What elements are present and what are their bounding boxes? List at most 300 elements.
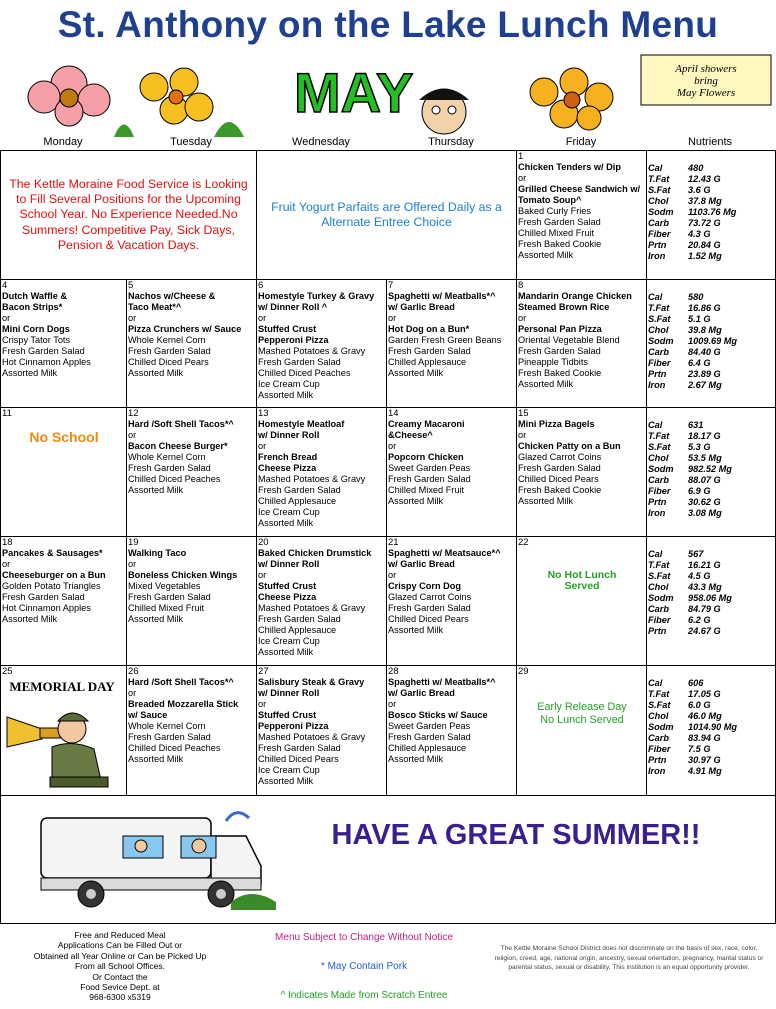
side-item: Assorted Milk — [2, 368, 58, 378]
day-cell: 29 Early Release Day No Lunch Served — [517, 666, 647, 796]
side-item: Assorted Milk — [258, 390, 314, 400]
day-cell — [257, 408, 387, 537]
nutrient-value: 39.8 Mg — [688, 325, 722, 335]
nutrient-value: 30.62 G — [688, 497, 721, 507]
nutrient-value: 37.8 Mg — [688, 196, 722, 206]
side-item: Chilled Diced Pears — [388, 614, 469, 624]
side-item: Chilled Mixed Fruit — [128, 603, 205, 613]
entree-item: Salisbury Steak & Gravy — [258, 677, 365, 687]
nutrient-value: 18.17 G — [688, 431, 721, 441]
or-separator: or — [128, 313, 137, 323]
week-row — [1, 280, 776, 408]
nutrient-value: 43.3 Mg — [688, 582, 722, 592]
day-cell — [517, 280, 647, 408]
entree-item: Cheese Pizza — [258, 463, 317, 473]
or-separator: or — [518, 313, 527, 323]
nutrient-value: 20.84 G — [688, 240, 721, 250]
nutrient-row — [648, 358, 775, 369]
nutrient-label: Sodm — [648, 464, 674, 474]
side-item: Assorted Milk — [388, 368, 444, 378]
nutrient-value: 53.5 Mg — [688, 453, 722, 463]
menu-calendar — [0, 150, 776, 924]
side-item: Assorted Milk — [388, 754, 444, 764]
nutrient-label: S.Fat — [648, 571, 671, 581]
entree-item: Mandarin Orange Chicken — [518, 291, 632, 301]
entree-item: Pepperoni Pizza — [258, 335, 329, 345]
nutrient-row — [648, 314, 775, 325]
nutrient-value: 1103.76 Mg — [688, 207, 737, 217]
nutrient-label: Chol — [648, 453, 669, 463]
day-cell — [1, 280, 127, 408]
nutrient-value: 567 — [688, 549, 704, 559]
nutrient-row — [648, 582, 775, 593]
entree-item: Mini Corn Dogs — [2, 324, 70, 334]
day-number: 7 — [388, 280, 394, 291]
side-item: Fresh Garden Salad — [258, 743, 341, 753]
nutrients-cell — [647, 151, 776, 280]
day-cell — [257, 666, 387, 796]
side-item: Assorted Milk — [518, 496, 574, 506]
entree-item: Personal Pan Pizza — [518, 324, 602, 334]
day-number: 28 — [388, 666, 399, 677]
nutrient-value: 2.67 Mg — [688, 380, 722, 390]
day-number: 13 — [258, 408, 269, 419]
entree-item: Creamy Macaroni — [388, 419, 465, 429]
side-item: Fresh Garden Salad — [128, 346, 211, 356]
side-item: Ice Cream Cup — [258, 379, 320, 389]
day-cell — [257, 537, 387, 666]
nutrient-value: 24.67 G — [688, 626, 721, 636]
nutrient-row — [648, 229, 775, 240]
side-item: Mashed Potatoes & Gravy — [258, 346, 366, 356]
side-item: Assorted Milk — [128, 485, 184, 495]
nutrient-row — [648, 453, 775, 464]
nutrient-label: S.Fat — [648, 700, 671, 710]
or-separator: or — [258, 699, 267, 709]
entree-item: &Cheese^ — [388, 430, 433, 440]
nutrient-row — [648, 549, 775, 560]
nutrient-label: Prtn — [648, 497, 667, 507]
nutrient-label: Iron — [648, 380, 666, 390]
nutrient-value: 5.1 G — [688, 314, 711, 324]
side-item: Chilled Mixed Fruit — [518, 228, 595, 238]
side-item: Hot Cinnamon Apples — [2, 357, 91, 367]
nutrient-row — [648, 240, 775, 251]
nutrient-label: Fiber — [648, 229, 671, 239]
side-item: Chilled Diced Peaches — [258, 368, 351, 378]
nutrient-row — [648, 744, 775, 755]
entree-item: Spaghetti w/ Meatballs*^ — [388, 677, 496, 687]
day-cell — [387, 666, 517, 796]
nutrient-value: 6.0 G — [688, 700, 711, 710]
day-number: 21 — [388, 537, 399, 548]
nutrient-label: T.Fat — [648, 174, 670, 184]
or-separator: or — [258, 441, 267, 451]
no-hot-lunch-label: No Hot Lunch Served — [547, 569, 617, 592]
side-item: Chilled Applesauce — [258, 496, 337, 506]
side-item: Assorted Milk — [128, 368, 184, 378]
side-item: Assorted Milk — [258, 776, 314, 786]
nutrients-cell — [647, 537, 776, 666]
nutrient-row — [648, 689, 775, 700]
side-item: Fresh Garden Salad — [518, 217, 601, 227]
day-header-monday: Monday — [43, 136, 83, 148]
entree-item: Breaded Mozzarella Stick — [128, 699, 239, 709]
or-separator: or — [2, 559, 11, 569]
pork-notice: * May Contain Pork — [320, 961, 408, 972]
flower-icon — [530, 68, 613, 130]
nutrients-cell — [647, 666, 776, 796]
entree-item: Stuffed Crust — [258, 710, 317, 720]
nutrient-row — [648, 593, 775, 604]
nutrient-value: 6.4 G — [688, 358, 711, 368]
side-item: Fresh Garden Salad — [128, 592, 211, 602]
nutrient-row — [648, 431, 775, 442]
side-item: Chilled Diced Pears — [518, 474, 599, 484]
day-number: 4 — [2, 280, 8, 291]
or-separator: or — [388, 570, 397, 580]
side-item: Fresh Garden Salad — [128, 463, 211, 473]
day-cell — [387, 280, 517, 408]
entree-item: Pizza Crunchers w/ Sauce — [128, 324, 242, 334]
menu-change-notice: Menu Subject to Change Without Notice — [275, 932, 453, 943]
nutrient-value: 5.3 G — [688, 442, 711, 452]
nutrient-label: Carb — [648, 475, 669, 485]
entree-item: Nachos w/Cheese & — [128, 291, 216, 301]
side-item: Oriental Vegetable Blend — [518, 335, 620, 345]
nutrient-value: 12.43 G — [688, 174, 721, 184]
nutrient-value: 3.6 G — [688, 185, 711, 195]
nutrient-value: 84.40 G — [688, 347, 721, 357]
nutrient-label: S.Fat — [648, 314, 671, 324]
day-number: 15 — [518, 408, 529, 419]
entree-item: Stuffed Crust — [258, 324, 317, 334]
nutrient-value: 73.72 G — [688, 218, 721, 228]
nutrient-value: 16.21 G — [688, 560, 721, 570]
entree-item: Bacon Strips* — [2, 302, 63, 312]
or-separator: or — [388, 441, 397, 451]
entree-item: Grilled Cheese Sandwich w/ Tomato Soup^ — [518, 184, 641, 205]
nutrient-label: Sodm — [648, 336, 674, 346]
day-number: 14 — [388, 408, 399, 419]
memorial-day-label: MEMORIAL DAY — [9, 679, 115, 694]
week-row — [1, 151, 776, 280]
side-item: Fresh Garden Salad — [388, 474, 471, 484]
nutrient-label: Chol — [648, 711, 669, 721]
nutrient-row — [648, 163, 775, 174]
entree-item: Bosco Sticks w/ Sauce — [388, 710, 488, 720]
entree-item: w/ Dinner Roll — [258, 430, 320, 440]
entree-item: Spaghetti w/ Meatsauce*^ — [388, 548, 501, 558]
nutrient-row — [648, 560, 775, 571]
nutrient-label: Prtn — [648, 369, 667, 379]
nutrient-label: T.Fat — [648, 689, 670, 699]
nutrient-value: 1009.69 Mg — [688, 336, 738, 346]
side-item: Fresh Garden Salad — [388, 346, 471, 356]
nutrient-row — [648, 766, 775, 777]
day-cell — [387, 537, 517, 666]
side-item: Whole Kernel Corn — [128, 721, 206, 731]
nutrient-label: Carb — [648, 347, 669, 357]
entree-item: Walking Taco — [128, 548, 187, 558]
entree-item: Steamed Brown Rice — [518, 302, 610, 312]
day-cell: 22 No Hot Lunch Served — [517, 537, 647, 666]
nutrient-row — [648, 508, 775, 519]
nutrient-row — [648, 475, 775, 486]
side-item: Baked Curly Fries — [518, 206, 592, 216]
side-item: Fresh Garden Salad — [2, 592, 85, 602]
nutrient-label: Iron — [648, 251, 666, 261]
nutrient-row — [648, 369, 775, 380]
nutrient-label: Fiber — [648, 486, 671, 496]
entree-item: Popcorn Chicken — [388, 452, 464, 462]
day-number: 27 — [258, 666, 269, 677]
nutrient-row — [648, 380, 775, 391]
day-header-thursday: Thursday — [428, 136, 474, 148]
entree-item: Bacon Cheese Burger* — [128, 441, 228, 451]
entree-item: Baked Chicken Drumstick — [258, 548, 372, 558]
side-item: Fresh Garden Salad — [2, 346, 85, 356]
day-header-tuesday: Tuesday — [170, 136, 212, 148]
day-cell — [127, 666, 257, 796]
side-item: Pineapple Tidbits — [518, 357, 588, 367]
entree-item: Chicken Patty on a Bun — [518, 441, 621, 451]
nutrient-value: 6.2 G — [688, 615, 711, 625]
nutrient-value: 4.91 Mg — [688, 766, 722, 776]
nutrient-row — [648, 420, 775, 431]
day-number: 20 — [258, 537, 269, 548]
side-item: Hot Cinnamon Apples — [2, 603, 91, 613]
nutrient-value: 1.52 Mg — [688, 251, 722, 261]
side-item: Mixed Vegetables — [128, 581, 201, 591]
side-item: Assorted Milk — [518, 250, 574, 260]
nutrient-value: 631 — [688, 420, 704, 430]
nutrient-row — [648, 292, 775, 303]
side-item: Mashed Potatoes & Gravy — [258, 732, 366, 742]
nutrient-row — [648, 336, 775, 347]
side-item: Glazed Carrot Coins — [388, 592, 472, 602]
nutrient-value: 4.5 G — [688, 571, 711, 581]
side-item: Chilled Applesauce — [388, 743, 467, 753]
or-separator: or — [128, 688, 137, 698]
may-flowers-banner — [14, 52, 776, 137]
nutrient-row — [648, 442, 775, 453]
nutrient-label: S.Fat — [648, 442, 671, 452]
early-release-label: Early Release Day No Lunch Served — [537, 701, 627, 726]
entree-item: French Bread — [258, 452, 318, 462]
side-item: Fresh Garden Salad — [388, 732, 471, 742]
svg-text:April showers: April showers — [675, 63, 737, 75]
nutrient-label: Iron — [648, 508, 666, 518]
side-item: Assorted Milk — [518, 379, 574, 389]
day-number: 8 — [518, 280, 524, 291]
side-item: Glazed Carrot Coins — [518, 452, 602, 462]
entree-item: w/ Sauce — [128, 710, 168, 720]
or-separator: or — [258, 570, 267, 580]
side-item: Fresh Garden Salad — [518, 346, 601, 356]
entree-item: Mini Pizza Bagels — [518, 419, 595, 429]
side-item: Chilled Mixed Fruit — [388, 485, 465, 495]
rv-camper-icon — [31, 806, 281, 916]
memorial-day-soldier-icon — [2, 677, 122, 792]
hiring-notice: The Kettle Moraine Food Service is Looking to Fill Several Positions for the Upcoming School Year. No Experience Needed.No Summers! Competitive Pay, Sick Days, Pension & Vacation Days. — [1, 151, 257, 280]
nutrient-value: 1014.90 Mg — [688, 722, 738, 732]
page-title: St. Anthony on the Lake Lunch Menu — [57, 4, 719, 45]
day-header-nutrients: Nutrients — [687, 136, 733, 148]
day-number: 5 — [128, 280, 134, 291]
nutrient-value: 982.52 Mg — [688, 464, 732, 474]
entree-item: Cheese Pizza — [258, 592, 317, 602]
nutrient-value: 84.79 G — [688, 604, 721, 614]
side-item: Whole Kernel Corn — [128, 335, 206, 345]
side-item: Garden Fresh Green Beans — [388, 335, 502, 345]
side-item: Mashed Potatoes & Gravy — [258, 474, 366, 484]
day-number: 1 — [518, 151, 524, 162]
or-separator: or — [388, 313, 397, 323]
nutrient-row — [648, 325, 775, 336]
entree-item: Stuffed Crust — [258, 581, 317, 591]
day-number: 12 — [128, 408, 139, 419]
entree-item: Pepperoni Pizza — [258, 721, 329, 731]
entree-item: Homestyle Turkey & Gravy — [258, 291, 375, 301]
nutrient-row — [648, 464, 775, 475]
entree-item: w/ Garlic Bread — [388, 302, 455, 312]
side-item: Ice Cream Cup — [258, 507, 320, 517]
nutrient-label: Chol — [648, 196, 669, 206]
day-cell — [387, 408, 517, 537]
nutrient-row — [648, 711, 775, 722]
side-item: Assorted Milk — [388, 496, 444, 506]
nutrient-row — [648, 303, 775, 314]
nutrient-row — [648, 678, 775, 689]
or-separator: or — [258, 313, 267, 323]
nutrient-value: 958.06 Mg — [688, 593, 732, 603]
nutrient-value: 23.89 G — [688, 369, 721, 379]
nutrient-row — [648, 218, 775, 229]
side-item: Crispy Tator Tots — [2, 335, 71, 345]
nondiscrimination-statement: The Kettle Moraine School District does not discriminate on the basis of sex, race, color, religion, creed, age, national origin, ancestry, sexual orientation, pregnancy, marital status or parental status, sexual or disability. This institution is an equal opportunity provider. — [494, 945, 764, 972]
nutrient-label: Fiber — [648, 744, 671, 754]
footer-meal-applications: Free and Reduced Meal Applications Can be Filled Out or Obtained all Year Online or Can be Picked Up From all School Offices. Or Contact the Food Sevice Dept. at 968-6300 x5319 — [33, 930, 207, 1003]
nutrient-label: Carb — [648, 604, 669, 614]
day-cell — [1, 537, 127, 666]
scratch-notice: ^ Indicates Made from Scratch Entree — [280, 990, 448, 1001]
side-item: Whole Kernel Corn — [128, 452, 206, 462]
day-number: 26 — [128, 666, 139, 677]
nutrient-row — [648, 615, 775, 626]
side-item: Fresh Baked Cookie — [518, 485, 602, 495]
side-item: Mashed Potatoes & Gravy — [258, 603, 366, 613]
day-cell: 25 MEMORIAL DAY — [1, 666, 127, 796]
entree-item: w/ Dinner Roll ^ — [258, 302, 328, 312]
nutrient-label: Fiber — [648, 615, 671, 625]
nutrient-label: Prtn — [648, 755, 667, 765]
side-item: Assorted Milk — [128, 754, 184, 764]
day-number: 18 — [2, 537, 13, 548]
entree-item: Taco Meat*^ — [128, 302, 182, 312]
svg-text:bring: bring — [694, 75, 718, 87]
no-school-label: No School — [29, 429, 99, 445]
nutrient-label: Prtn — [648, 240, 667, 250]
week-row — [1, 537, 776, 666]
parfait-notice: Fruit Yogurt Parfaits are Offered Daily as a Alternate Entree Choice — [257, 151, 517, 280]
nutrient-row — [648, 347, 775, 358]
or-separator: or — [128, 559, 137, 569]
side-item: Assorted Milk — [258, 518, 314, 528]
nutrient-row — [648, 251, 775, 262]
nutrient-row — [648, 700, 775, 711]
nutrient-row — [648, 185, 775, 196]
side-item: Golden Potato Triangles — [2, 581, 101, 591]
nutrient-row — [648, 196, 775, 207]
nutrient-value: 30.97 G — [688, 755, 721, 765]
nutrient-row — [648, 497, 775, 508]
entree-item: Hard /Soft Shell Tacos*^ — [128, 419, 234, 429]
nutrient-label: Cal — [648, 163, 663, 173]
or-separator: or — [518, 173, 527, 183]
day-number: 19 — [128, 537, 139, 548]
side-item: Chilled Applesauce — [258, 625, 337, 635]
entree-item: Chicken Tenders w/ Dip — [518, 162, 621, 172]
nutrient-label: Cal — [648, 678, 663, 688]
side-item: Assorted Milk — [258, 647, 314, 657]
side-item: Sweet Garden Peas — [388, 463, 471, 473]
side-item: Assorted Milk — [128, 614, 184, 624]
entree-item: w/ Dinner Roll — [258, 688, 320, 698]
nutrient-value: 580 — [688, 292, 704, 302]
svg-text:May Flowers: May Flowers — [676, 87, 736, 99]
side-item: Assorted Milk — [388, 625, 444, 635]
nutrient-label: T.Fat — [648, 560, 670, 570]
sign-icon — [641, 55, 771, 105]
entree-item: w/ Garlic Bread — [388, 688, 455, 698]
or-separator: or — [518, 430, 527, 440]
side-item: Fresh Garden Salad — [258, 357, 341, 367]
side-item: Fresh Garden Salad — [518, 463, 601, 473]
nutrient-label: Cal — [648, 549, 663, 559]
day-cell — [127, 408, 257, 537]
nutrient-value: 4.3 G — [688, 229, 711, 239]
nutrient-label: Prtn — [648, 626, 667, 636]
day-cell — [517, 408, 647, 537]
entree-item: Hard /Soft Shell Tacos*^ — [128, 677, 234, 687]
day-number: 6 — [258, 280, 264, 291]
day-header-friday: Friday — [565, 136, 597, 148]
entree-item: Cheeseburger on a Bun — [2, 570, 106, 580]
nutrients-cell — [647, 408, 776, 537]
nutrient-row — [648, 486, 775, 497]
nutrient-value: 7.5 G — [688, 744, 711, 754]
day-cell: 11 No School — [1, 408, 127, 537]
entree-item: Homestyle Meatloaf — [258, 419, 345, 429]
entree-item: w/ Garlic Bread — [388, 559, 455, 569]
nutrient-value: 17.05 G — [688, 689, 721, 699]
nutrient-label: T.Fat — [648, 431, 670, 441]
side-item: Fresh Baked Cookie — [518, 239, 602, 249]
side-item: Fresh Garden Salad — [258, 485, 341, 495]
nutrient-value: 6.9 G — [688, 486, 711, 496]
side-item: Chilled Diced Peaches — [128, 474, 221, 484]
side-item: Ice Cream Cup — [258, 765, 320, 775]
nutrient-row — [648, 733, 775, 744]
entree-item: Dutch Waffle & — [2, 291, 67, 301]
nutrients-cell — [647, 280, 776, 408]
nutrient-row — [648, 174, 775, 185]
week-row — [1, 666, 776, 796]
nutrient-label: Carb — [648, 733, 669, 743]
nutrient-label: Carb — [648, 218, 669, 228]
nutrient-row — [648, 207, 775, 218]
